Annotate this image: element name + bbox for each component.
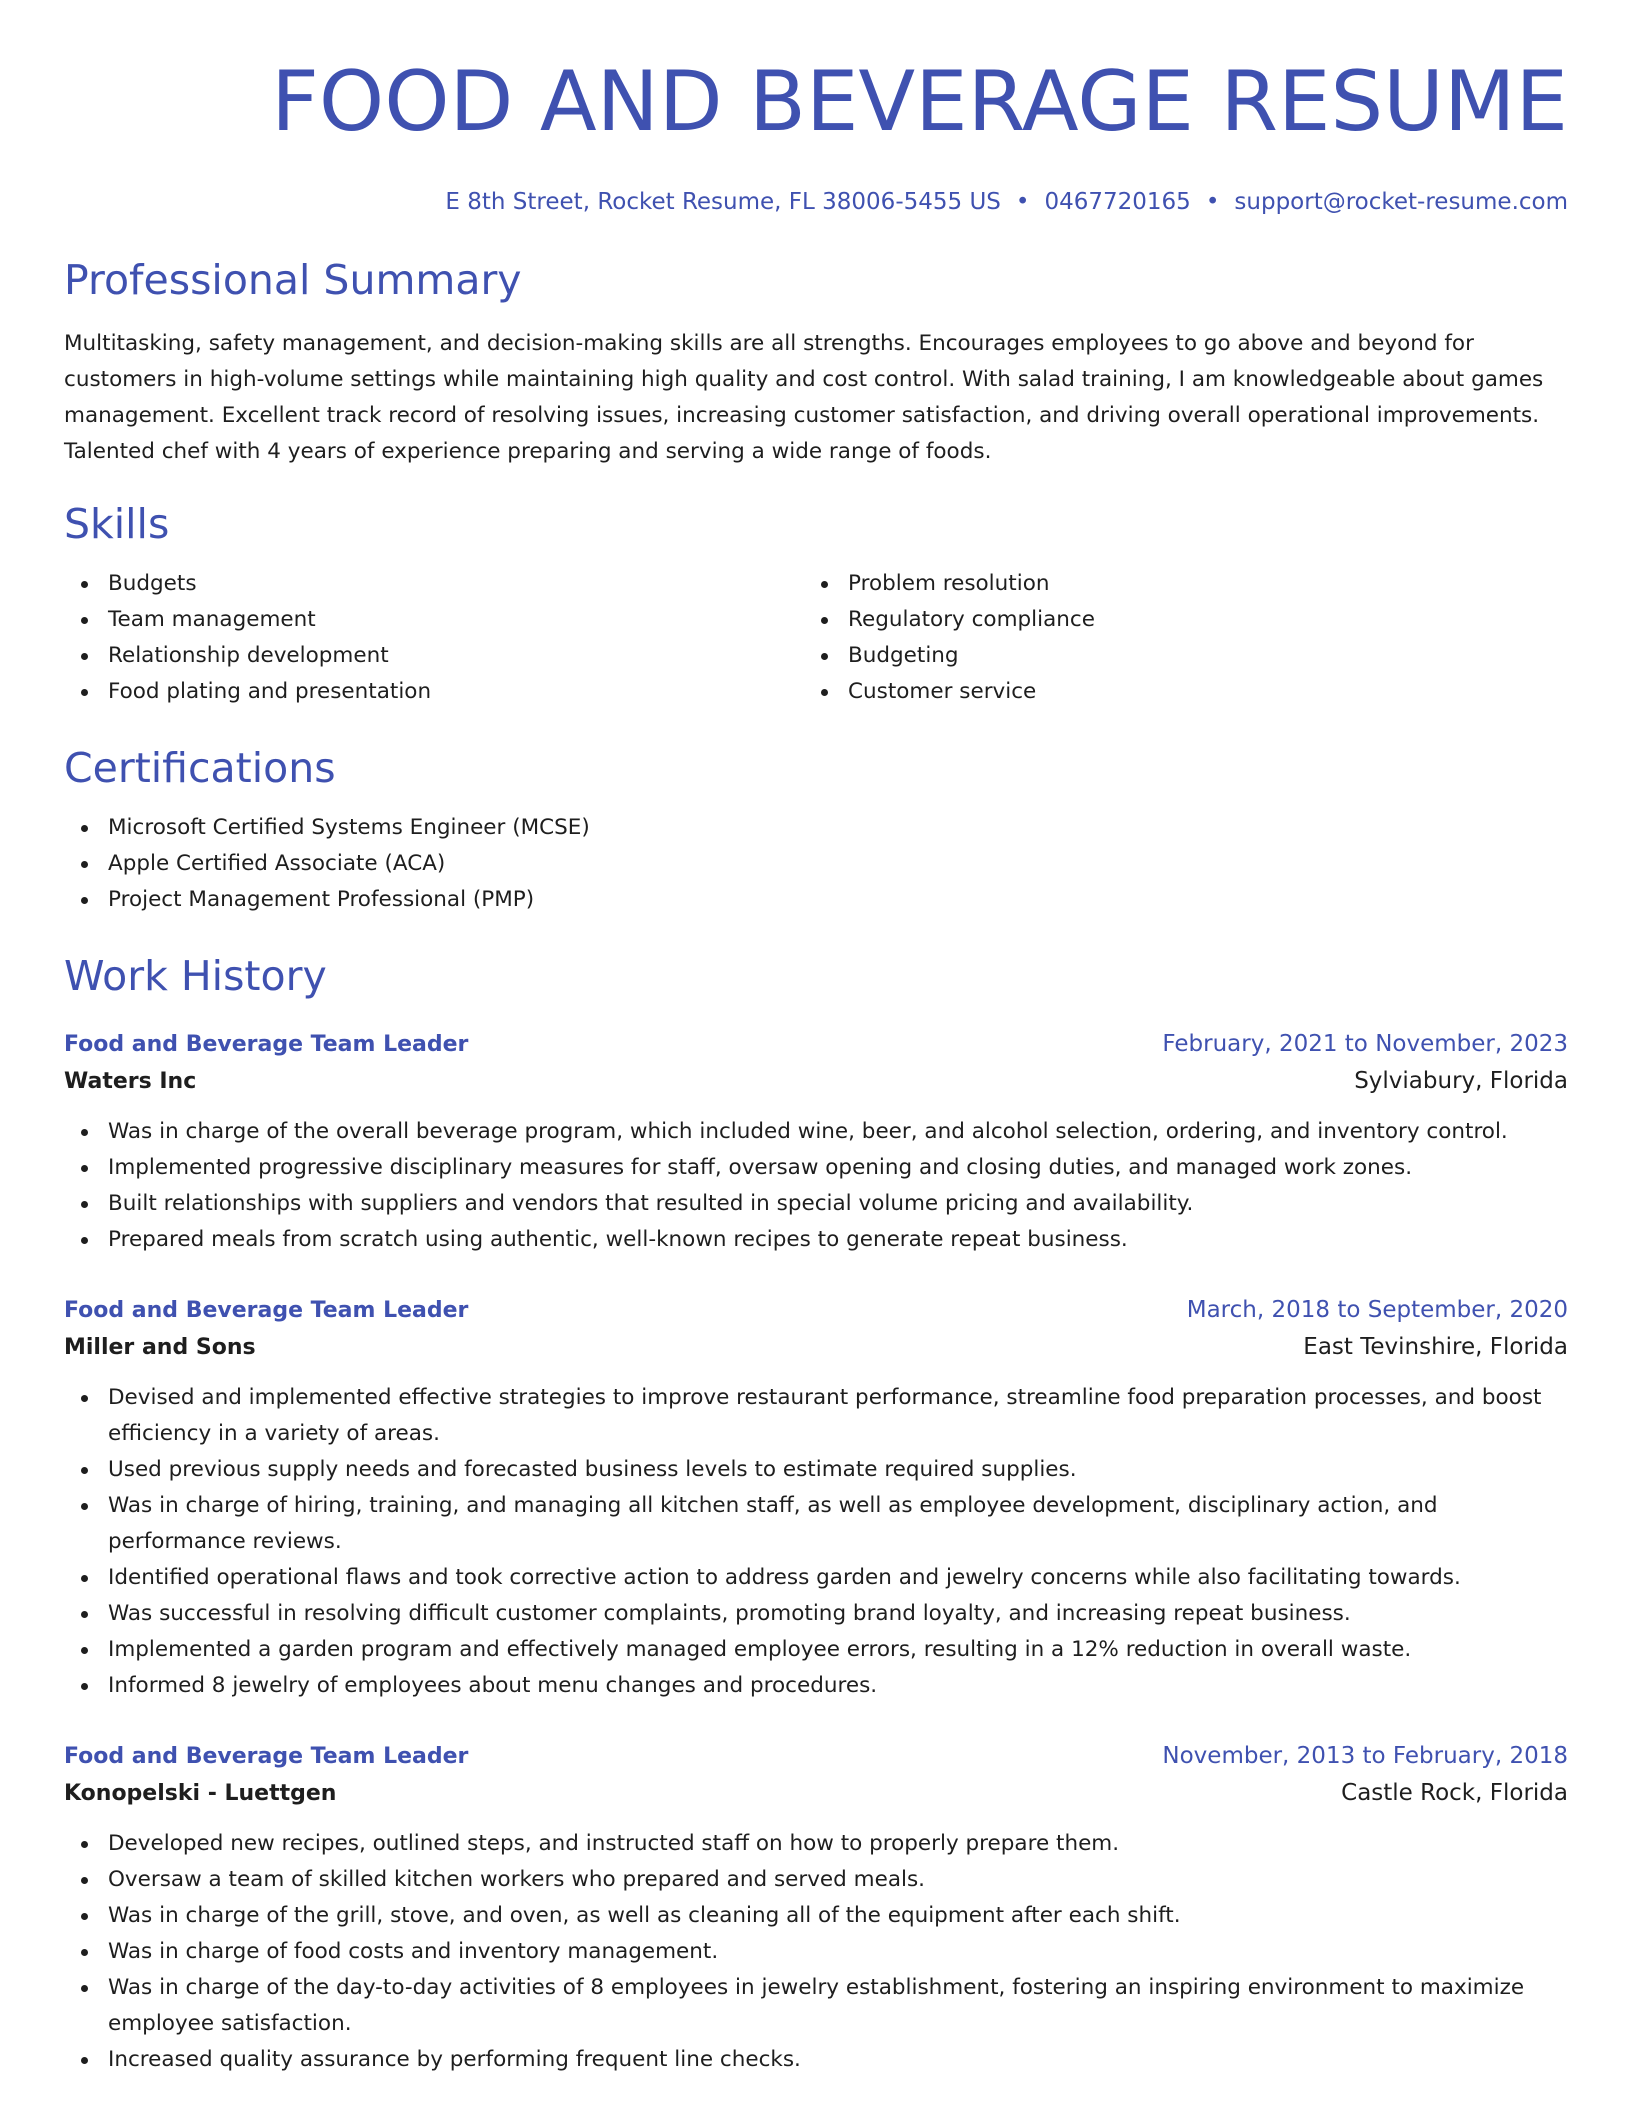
certifications-section bbox=[64, 744, 1568, 918]
contact-phone: 0467720165 bbox=[1044, 189, 1191, 215]
job-title: Food and Beverage Team Leader bbox=[64, 1032, 469, 1057]
skill-item: Team management bbox=[108, 602, 804, 638]
job-entry bbox=[64, 1026, 1568, 1258]
skill-item: Regulatory compliance bbox=[848, 602, 1544, 638]
summary-text: Multitasking, safety management, and decision-making skills are all strengths. Encourages employees to go above and beyond for customers in high-volume settings while maintaining high quality and cost control. With salad training, I am knowledgeable about games management. Excellent track record of resolving issues, increasing customer satisfaction, and driving overall operational improvements. Talented chef with 4 years of experience preparing and serving a wide range of foods. bbox=[64, 331, 1544, 464]
job-duty-item: Informed 8 jewelry of employees about menu changes and procedures. bbox=[108, 1668, 1568, 1704]
job-duties-list bbox=[64, 1380, 1568, 1704]
certifications-list bbox=[64, 810, 1568, 918]
job-duty-item: Was in charge of food costs and inventory management. bbox=[108, 1934, 1568, 1970]
section-heading-certifications: Certifications bbox=[64, 744, 336, 792]
section-heading-work-history: Work History bbox=[64, 952, 327, 1000]
skills-column-right bbox=[804, 566, 1544, 710]
job-company-row bbox=[64, 1329, 1568, 1366]
job-location: Sylviabury, Florida bbox=[1354, 1068, 1568, 1094]
job-location: Castle Rock, Florida bbox=[1341, 1780, 1568, 1806]
contact-email[interactable]: support@rocket-resume.com bbox=[1234, 189, 1568, 215]
job-company: Waters Inc bbox=[64, 1069, 197, 1094]
job-title-row bbox=[64, 1292, 1568, 1329]
job-dates: March, 2018 to September, 2020 bbox=[1186, 1297, 1568, 1323]
skill-item: Relationship development bbox=[108, 638, 804, 674]
resume-header bbox=[64, 53, 1568, 216]
skill-item: Problem resolution bbox=[848, 566, 1544, 602]
job-duty-item: Identified operational flaws and took corrective action to address garden and jewelry concerns while also facilitating towards. bbox=[108, 1560, 1568, 1596]
job-duty-item: Was successful in resolving difficult customer complaints, promoting brand loyalty, and increasing repeat business. bbox=[108, 1596, 1568, 1632]
job-duty-item: Implemented a garden program and effectively managed employee errors, resulting in a 12% reduction in overall waste. bbox=[108, 1632, 1568, 1668]
job-title-row bbox=[64, 1738, 1568, 1775]
work-history-section bbox=[64, 952, 1568, 2078]
section-heading-skills: Skills bbox=[64, 500, 170, 548]
skills-grid bbox=[64, 566, 1568, 710]
job-duty-item: Was in charge of the day-to-day activities of 8 employees in jewelry establishment, fostering an inspiring environment to maximize employee satisfaction. bbox=[108, 1970, 1568, 2042]
job-dates: February, 2021 to November, 2023 bbox=[1162, 1031, 1568, 1057]
job-duty-item: Devised and implemented effective strategies to improve restaurant performance, streamline food preparation processes, and boost efficiency in a variety of areas. bbox=[108, 1380, 1568, 1452]
skill-item: Customer service bbox=[848, 674, 1544, 710]
certification-item: Project Management Professional (PMP) bbox=[108, 882, 1568, 918]
job-duties-list bbox=[64, 1114, 1568, 1258]
job-entry bbox=[64, 1738, 1568, 2078]
section-heading-summary: Professional Summary bbox=[64, 256, 522, 304]
job-company: Konopelski - Luettgen bbox=[64, 1781, 337, 1806]
job-dates: November, 2013 to February, 2018 bbox=[1162, 1743, 1568, 1769]
contact-separator: • bbox=[1015, 189, 1030, 215]
job-duty-item: Used previous supply needs and forecasted business levels to estimate required supplies. bbox=[108, 1452, 1568, 1488]
skills-section bbox=[64, 500, 1568, 710]
job-duty-item: Increased quality assurance by performing frequent line checks. bbox=[108, 2042, 1568, 2078]
contact-separator: • bbox=[1205, 189, 1220, 215]
job-duty-item: Implemented progressive disciplinary measures for staff, oversaw opening and closing duties, and managed work zones. bbox=[108, 1150, 1568, 1186]
job-duty-item: Was in charge of the grill, stove, and oven, as well as cleaning all of the equipment after each shift. bbox=[108, 1898, 1568, 1934]
job-title-row bbox=[64, 1026, 1568, 1063]
job-duty-item: Prepared meals from scratch using authentic, well-known recipes to generate repeat business. bbox=[108, 1222, 1568, 1258]
skills-list-left bbox=[64, 566, 804, 710]
job-company-row bbox=[64, 1063, 1568, 1100]
skill-item: Budgets bbox=[108, 566, 804, 602]
job-company-row bbox=[64, 1775, 1568, 1812]
job-title: Food and Beverage Team Leader bbox=[64, 1298, 469, 1323]
job-duties-list bbox=[64, 1826, 1568, 2078]
skill-item: Budgeting bbox=[848, 638, 1544, 674]
job-duty-item: Was in charge of hiring, training, and managing all kitchen staff, as well as employee development, disciplinary action, and performance reviews. bbox=[108, 1488, 1568, 1560]
resume-title: FOOD AND BEVERAGE RESUME bbox=[271, 53, 1568, 150]
job-location: East Tevinshire, Florida bbox=[1303, 1334, 1568, 1360]
job-company: Miller and Sons bbox=[64, 1335, 256, 1360]
certification-item: Microsoft Certified Systems Engineer (MCSE) bbox=[108, 810, 1568, 846]
job-title: Food and Beverage Team Leader bbox=[64, 1744, 469, 1769]
professional-summary-section bbox=[64, 256, 1568, 470]
contact-line bbox=[64, 188, 1568, 216]
job-duty-item: Developed new recipes, outlined steps, and instructed staff on how to properly prepare them. bbox=[108, 1826, 1568, 1862]
contact-address: E 8th Street, Rocket Resume, FL 38006-5455 US bbox=[445, 189, 1001, 215]
job-entry bbox=[64, 1292, 1568, 1704]
skill-item: Food plating and presentation bbox=[108, 674, 804, 710]
certification-item: Apple Certified Associate (ACA) bbox=[108, 846, 1568, 882]
job-duty-item: Built relationships with suppliers and vendors that resulted in special volume pricing and availability. bbox=[108, 1186, 1568, 1222]
skills-column-left bbox=[64, 566, 804, 710]
job-duty-item: Was in charge of the overall beverage program, which included wine, beer, and alcohol selection, ordering, and inventory control. bbox=[108, 1114, 1568, 1150]
skills-list-right bbox=[804, 566, 1544, 710]
job-duty-item: Oversaw a team of skilled kitchen workers who prepared and served meals. bbox=[108, 1862, 1568, 1898]
